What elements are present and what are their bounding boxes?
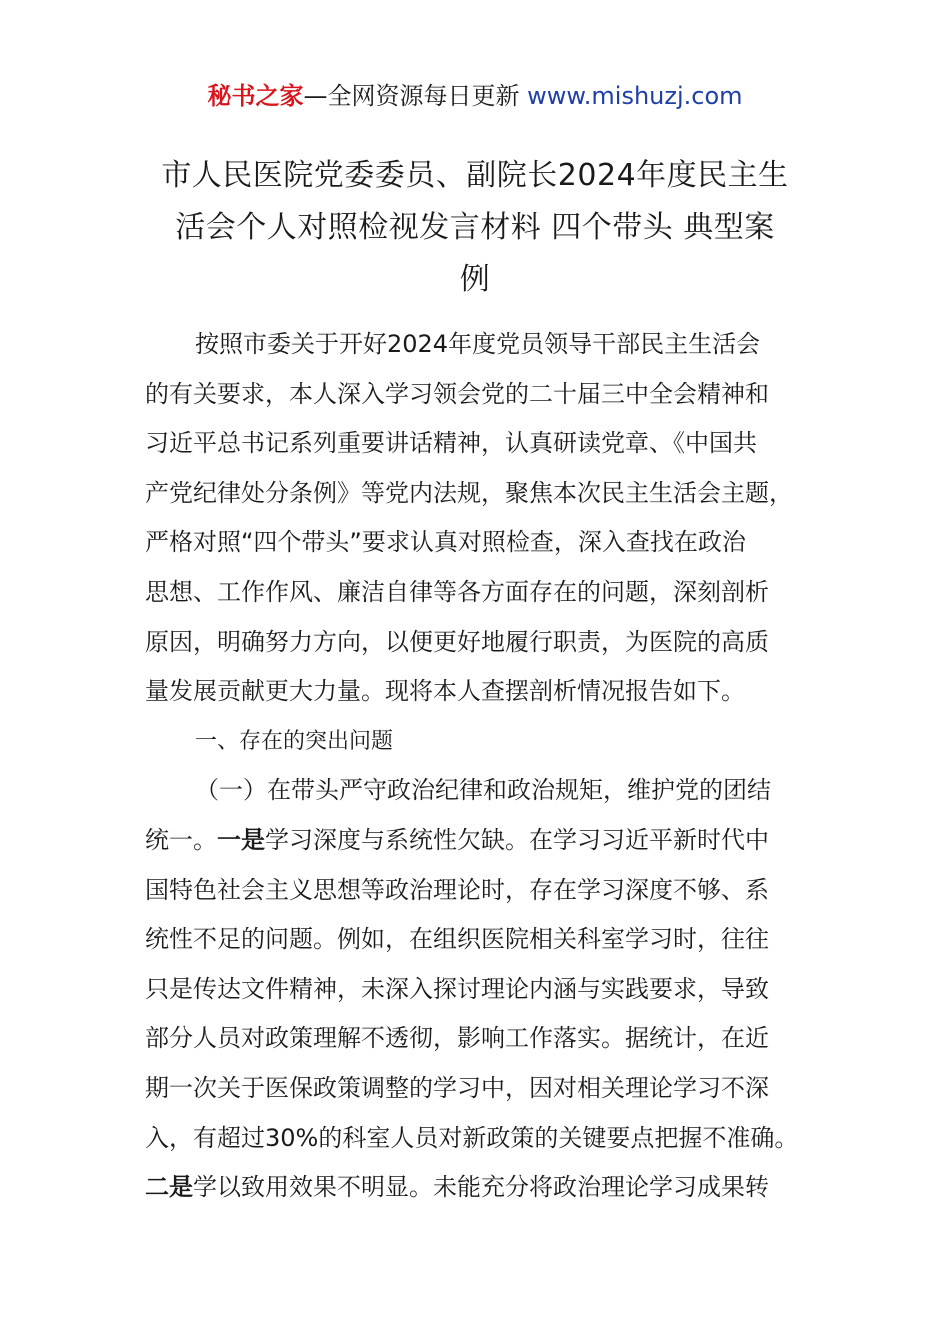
paragraph-line: 原因，明确努力方向，以便更好地履行职责，为医院的高质 bbox=[145, 627, 769, 656]
document-title bbox=[140, 150, 810, 306]
paragraph-line: 严格对照“四个带头”要求认真对照检查，深入查找在政治 bbox=[145, 528, 746, 557]
paragraph-line bbox=[145, 1163, 815, 1213]
paragraph-line: 量发展贡献更大力量。现将本人查摆剖析情况报告如下。 bbox=[145, 677, 745, 706]
line-text: 学习深度与系统性欠缺。在学习习近平新时代中 bbox=[265, 825, 769, 854]
paragraph-line: 习近平总书记系列重要讲话精神，认真研读党章、《中国共 bbox=[145, 429, 757, 458]
section-heading: 一、存在的突出问题 bbox=[195, 728, 394, 754]
site-header bbox=[0, 78, 950, 114]
title-line: 例 bbox=[459, 262, 491, 297]
paragraph-line: 按照市委关于开好2024年度党员领导干部民主生活会 bbox=[195, 330, 761, 358]
paragraph-line: 部分人员对政策理解不透彻，影响工作落实。据统计，在近 bbox=[145, 1024, 769, 1053]
point-marker-bold: 二是 bbox=[145, 1173, 193, 1202]
document-body bbox=[145, 320, 815, 1213]
paragraph-line: 入，有超过30%的科室人员对新政策的关键要点把握不准确。 bbox=[145, 1123, 799, 1152]
line-text: 统一。 bbox=[145, 825, 217, 854]
subsection-heading-line: （一）在带头严守政治纪律和政治规矩，维护党的团结 bbox=[195, 776, 771, 805]
title-line: 活会个人对照检视发言材料 四个带头 典型案 bbox=[175, 210, 775, 245]
paragraph-line: 国特色社会主义思想等政治理论时，存在学习深度不够、系 bbox=[145, 875, 769, 904]
point-marker-bold: 一是 bbox=[217, 825, 265, 854]
paragraph-line: 思想、工作作风、廉洁自律等各方面存在的问题，深刻剖析 bbox=[145, 577, 769, 606]
site-brand: 秘书之家 bbox=[207, 82, 304, 110]
site-tagline: —全网资源每日更新 bbox=[303, 82, 528, 110]
paragraph-line: 产党纪律处分条例》等党内法规，聚焦本次民主生活会主题， bbox=[145, 478, 793, 507]
line-text: 学以致用效果不明显。未能充分将政治理论学习成果转 bbox=[193, 1173, 769, 1202]
site-url-link[interactable]: www.mishuzj.com bbox=[527, 82, 743, 110]
paragraph-line: 期一次关于医保政策调整的学习中，因对相关理论学习不深 bbox=[145, 1073, 769, 1102]
paragraph-line: 统性不足的问题。例如，在组织医院相关科室学习时，往往 bbox=[145, 925, 769, 954]
paragraph-line: 只是传达文件精神，未深入探讨理论内涵与实践要求，导致 bbox=[145, 974, 769, 1003]
subsection-paragraph bbox=[145, 766, 815, 1212]
paragraph-line bbox=[145, 816, 815, 866]
intro-paragraph bbox=[145, 320, 815, 717]
paragraph-line: 的有关要求，本人深入学习领会党的二十届三中全会精神和 bbox=[145, 379, 769, 408]
title-line: 市人民医院党委委员、副院长2024年度民主生 bbox=[161, 158, 789, 193]
